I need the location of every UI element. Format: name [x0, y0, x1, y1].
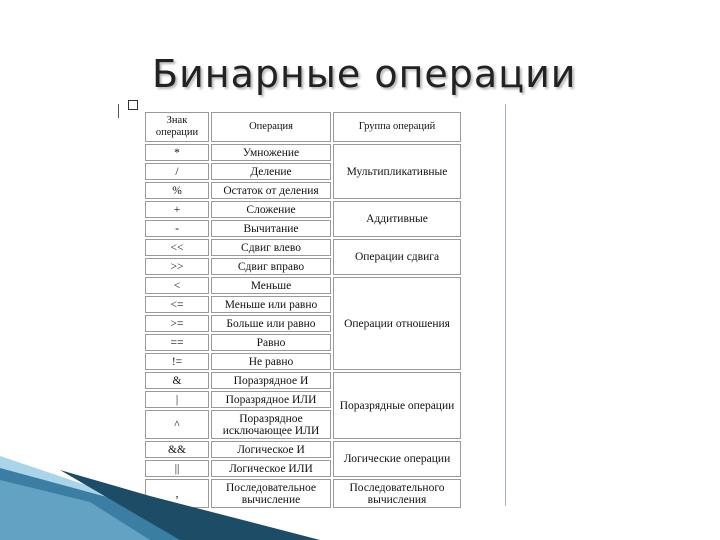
group-cell: Последовательного вычисления [333, 479, 461, 508]
table-row [145, 277, 461, 294]
operation-cell: Поразрядное исключающее ИЛИ [211, 410, 331, 439]
operation-cell: Логическое И [211, 441, 331, 458]
operation-cell: Деление [211, 163, 331, 180]
sign-cell: + [145, 201, 209, 218]
operation-cell: Больше или равно [211, 315, 331, 332]
sign-cell: % [145, 182, 209, 199]
sign-cell: & [145, 372, 209, 389]
sign-cell: ^ [145, 410, 209, 439]
header-group: Группа операций [333, 112, 461, 142]
group-cell: Логические операции [333, 441, 461, 477]
operation-cell: Меньше [211, 277, 331, 294]
operation-cell: Логическое ИЛИ [211, 460, 331, 477]
group-cell: Операции сдвига [333, 239, 461, 275]
sign-cell: && [145, 441, 209, 458]
operation-cell: Последовательное вычисление [211, 479, 331, 508]
table-row [145, 239, 461, 256]
operation-cell: Остаток от деления [211, 182, 331, 199]
operation-cell: Не равно [211, 353, 331, 370]
group-cell: Аддитивные [333, 201, 461, 237]
table-row [145, 144, 461, 161]
sign-cell: | [145, 391, 209, 408]
sign-cell: - [145, 220, 209, 237]
header-sign: Знак операции [145, 112, 209, 142]
sign-cell: , [145, 479, 209, 508]
operation-cell: Вычитание [211, 220, 331, 237]
group-cell: Поразрядные операции [333, 372, 461, 439]
operation-cell: Умножение [211, 144, 331, 161]
table-row [145, 372, 461, 389]
group-cell: Операции отношения [333, 277, 461, 370]
sign-cell: <= [145, 296, 209, 313]
sign-cell: >> [145, 258, 209, 275]
sign-cell: < [145, 277, 209, 294]
operation-cell: Равно [211, 334, 331, 351]
sign-cell: * [145, 144, 209, 161]
sign-cell: || [145, 460, 209, 477]
sign-cell: << [145, 239, 209, 256]
left-border-line [118, 104, 119, 118]
sign-cell: >= [145, 315, 209, 332]
header-operation: Операция [211, 112, 331, 142]
sign-cell: / [145, 163, 209, 180]
operation-cell: Сдвиг вправо [211, 258, 331, 275]
corner-decoration [0, 440, 720, 540]
slide-title: Бинарные операции [152, 52, 577, 96]
operation-cell: Поразрядное И [211, 372, 331, 389]
operation-cell: Меньше или равно [211, 296, 331, 313]
operation-cell: Сложение [211, 201, 331, 218]
operation-cell: Сдвиг влево [211, 239, 331, 256]
sign-cell: == [145, 334, 209, 351]
sign-cell: != [145, 353, 209, 370]
table-anchor-icon [128, 100, 138, 110]
table-row [145, 201, 461, 218]
group-cell: Мультипликативные [333, 144, 461, 199]
operation-cell: Поразрядное ИЛИ [211, 391, 331, 408]
